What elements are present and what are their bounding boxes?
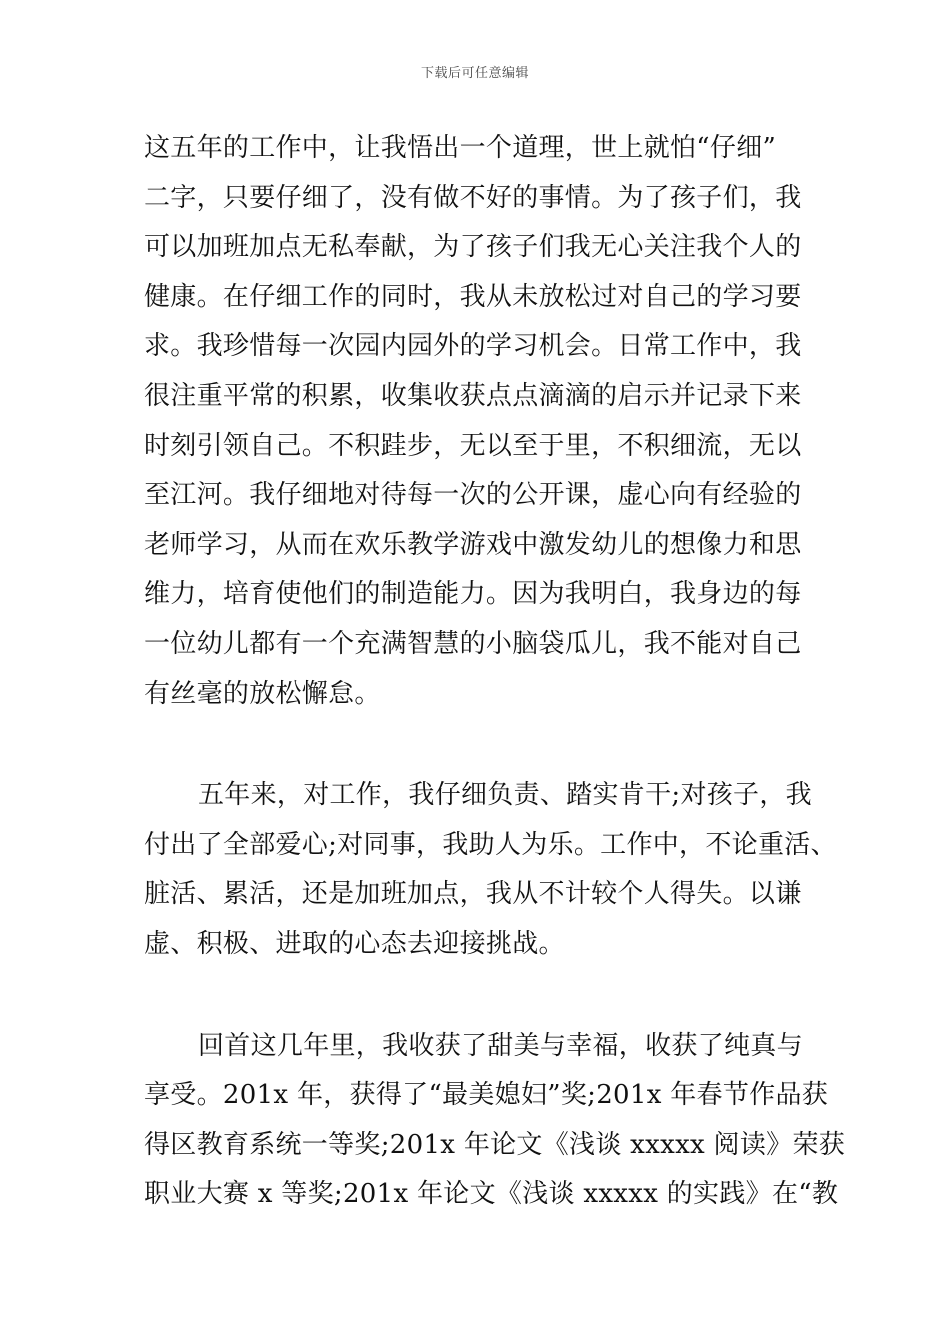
text-line: 付出了全部爱心;对同事，我助人为乐。工作中，不论重活、 [144,829,837,860]
text-line: 脏活、累活，还是加班加点，我从不计较个人得失。以谦 [144,879,802,910]
text-line: 至江河。我仔细地对待每一次的公开课，虚心向有经验的 [144,480,802,511]
text-line: 职业大赛 x 等奖;201x 年论文《浅谈 xxxxx 的实践》在“教 [144,1179,839,1210]
document-body [144,124,846,1220]
text-line: 这五年的工作中，让我悟出一个道理，世上就怕“仔细” [144,133,777,163]
text-line: 享受。201x 年，获得了“最美媳妇”奖;201x 年春节作品获 [144,1080,829,1111]
page-header-note: 下载后可任意编辑 [420,66,529,81]
paragraph-1 [144,124,824,719]
text-line: 回首这几年里，我收获了甜美与幸福，收获了纯真与 [198,1030,803,1061]
text-line: 虚、积极、进取的心态去迎接挑战。 [144,928,565,959]
paragraph-spacer [144,970,824,1022]
text-line: 维力，培育使他们的制造能力。因为我明白，我身边的每 [144,579,802,610]
paragraph-3 [144,1022,846,1220]
paragraph-2 [144,771,837,969]
text-line: 很注重平常的积累，收集收获点点滴滴的启示并记录下来 [144,380,802,411]
text-line: 健康。在仔细工作的同时，我从未放松过对自己的学习要 [144,281,802,312]
text-line: 可以加班加点无私奉献，为了孩子们我无心关注我个人的 [144,232,802,263]
text-line: 老师学习，从而在欢乐教学游戏中激发幼儿的想像力和思 [144,529,802,560]
text-line: 有丝毫的放松懈怠。 [144,678,381,709]
text-line: 五年来，对工作，我仔细负责、踏实肯干;对孩子，我 [198,780,812,811]
text-line: 得区教育系统一等奖;201x 年论文《浅谈 xxxxx 阅读》荣获 [144,1129,846,1160]
text-line: 时刻引领自己。不积跬步，无以至于里，不积细流，无以 [144,430,802,461]
text-line: 二字，只要仔细了，没有做不好的事情。为了孩子们，我 [144,182,802,213]
text-line: 求。我珍惜每一次园内园外的学习机会。日常工作中，我 [144,331,802,362]
text-line: 一位幼儿都有一个充满智慧的小脑袋瓜儿，我不能对自己 [144,628,802,659]
paragraph-spacer [144,719,824,771]
